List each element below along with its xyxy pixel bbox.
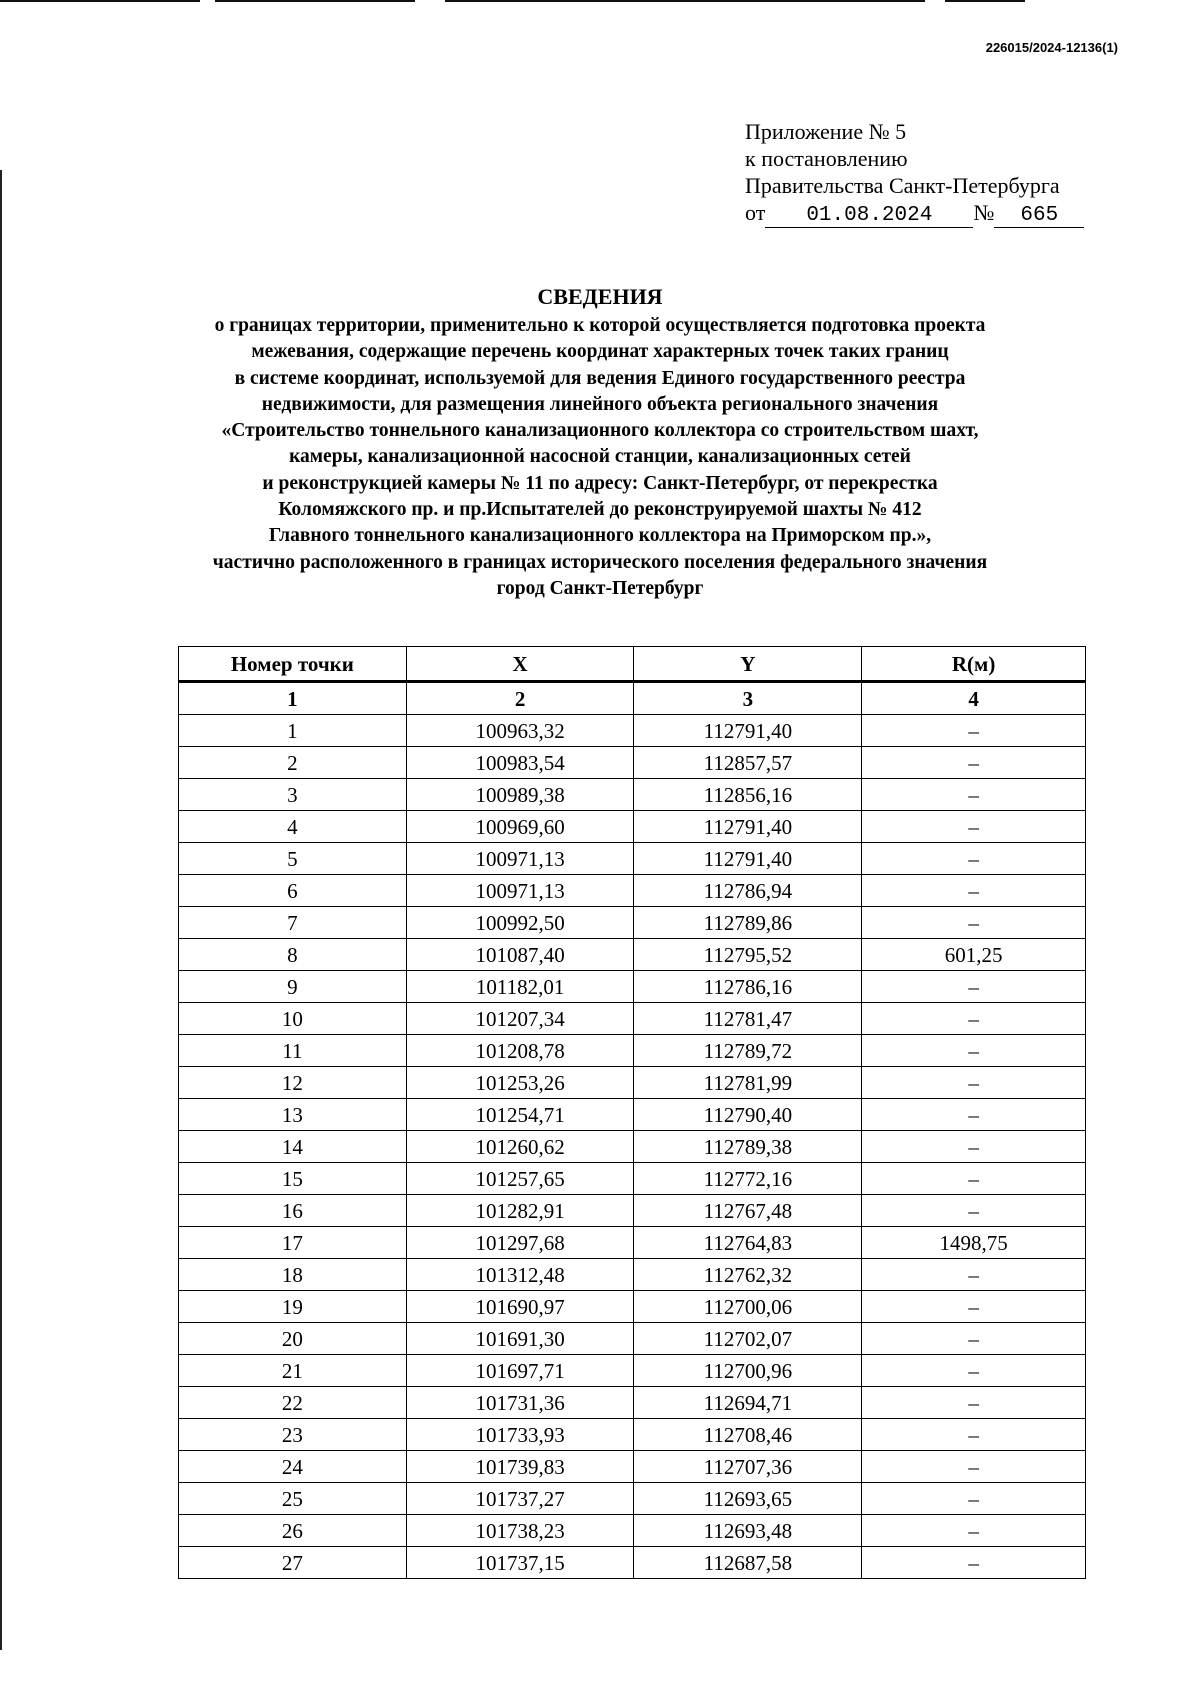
cell-y: 112795,52: [634, 939, 862, 971]
cell-y: 112789,72: [634, 1035, 862, 1067]
cell-x: 101737,15: [406, 1547, 634, 1579]
cell-y: 112700,96: [634, 1355, 862, 1387]
cell-x: 101691,30: [406, 1323, 634, 1355]
cell-x: 101260,62: [406, 1131, 634, 1163]
cell-y: 112693,65: [634, 1483, 862, 1515]
cell-point-number: 2: [179, 747, 407, 779]
cell-y: 112791,40: [634, 811, 862, 843]
table-row: [179, 1387, 1086, 1419]
table-row: [179, 971, 1086, 1003]
cell-y: 112781,47: [634, 1003, 862, 1035]
subtitle-line: в системе координат, используемой для ведения Единого государственного реестра: [234, 367, 966, 389]
cell-x: 101297,68: [406, 1227, 634, 1259]
cell-point-number: 26: [179, 1515, 407, 1547]
table-row: [179, 1003, 1086, 1035]
cell-x: 101087,40: [406, 939, 634, 971]
scan-edge-left: [0, 170, 2, 1650]
subtitle-line: недвижимости, для размещения линейного объекта регионального значения: [261, 393, 939, 415]
cell-y: 112857,57: [634, 747, 862, 779]
cell-point-number: 5: [179, 843, 407, 875]
scan-edge-top-2: [215, 0, 415, 2]
cell-y: 112700,06: [634, 1291, 862, 1323]
cell-y: 112790,40: [634, 1099, 862, 1131]
cell-x: 101207,34: [406, 1003, 634, 1035]
appendix-block: [745, 118, 1084, 228]
document-subtitle: [130, 313, 1070, 602]
cell-y: 112767,48: [634, 1195, 862, 1227]
cell-x: 101737,27: [406, 1483, 634, 1515]
cell-radius: –: [862, 843, 1086, 875]
table-row: [179, 1195, 1086, 1227]
cell-radius: –: [862, 875, 1086, 907]
cell-y: 112708,46: [634, 1419, 862, 1451]
table-row: [179, 1419, 1086, 1451]
table-row: [179, 907, 1086, 939]
cell-x: 101738,23: [406, 1515, 634, 1547]
scan-edge-top-4: [945, 0, 1025, 2]
scan-edge-top-1: [0, 0, 200, 2]
cell-radius: –: [862, 1163, 1086, 1195]
column-number: 4: [862, 682, 1086, 715]
from-label: от: [745, 200, 766, 225]
cell-x: 100971,13: [406, 843, 634, 875]
cell-point-number: 3: [179, 779, 407, 811]
table-row: [179, 1323, 1086, 1355]
cell-x: 100971,13: [406, 875, 634, 907]
subtitle-line: о границах территории, применительно к которой осуществляется подготовка проекта: [214, 315, 986, 336]
table-row: [179, 1483, 1086, 1515]
cell-point-number: 1: [179, 715, 407, 747]
number-label: №: [973, 200, 995, 225]
cell-radius: 601,25: [862, 939, 1086, 971]
cell-point-number: 7: [179, 907, 407, 939]
cell-y: 112702,07: [634, 1323, 862, 1355]
cell-point-number: 20: [179, 1323, 407, 1355]
cell-x: 101182,01: [406, 971, 634, 1003]
table-row: [179, 1035, 1086, 1067]
cell-radius: –: [862, 1547, 1086, 1579]
cell-y: 112781,99: [634, 1067, 862, 1099]
table-row: [179, 1451, 1086, 1483]
cell-x: 101690,97: [406, 1291, 634, 1323]
table-row: [179, 811, 1086, 843]
subtitle-line: и реконструкцией камеры № 11 по адресу: Санкт-Петербург, от перекрестка: [262, 472, 938, 494]
cell-y: 112786,94: [634, 875, 862, 907]
coordinates-table: [178, 646, 1086, 1579]
cell-point-number: 15: [179, 1163, 407, 1195]
cell-y: 112791,40: [634, 715, 862, 747]
cell-radius: –: [862, 715, 1086, 747]
cell-radius: –: [862, 1131, 1086, 1163]
cell-radius: –: [862, 811, 1086, 843]
cell-point-number: 13: [179, 1099, 407, 1131]
cell-x: 101697,71: [406, 1355, 634, 1387]
scan-edge-top-3: [445, 0, 925, 2]
appendix-line-2: к постановлению: [745, 146, 908, 171]
cell-point-number: 24: [179, 1451, 407, 1483]
subtitle-line: межевания, содержащие перечень координат характерных точек таких границ: [251, 341, 949, 363]
cell-radius: –: [862, 1451, 1086, 1483]
table-row: [179, 1227, 1086, 1259]
cell-x: 100989,38: [406, 779, 634, 811]
cell-x: 100963,32: [406, 715, 634, 747]
table-row: [179, 1067, 1086, 1099]
table-row: [179, 747, 1086, 779]
cell-x: 100992,50: [406, 907, 634, 939]
cell-point-number: 19: [179, 1291, 407, 1323]
cell-point-number: 25: [179, 1483, 407, 1515]
cell-y: 112791,40: [634, 843, 862, 875]
cell-x: 100983,54: [406, 747, 634, 779]
cell-radius: –: [862, 747, 1086, 779]
cell-x: 101739,83: [406, 1451, 634, 1483]
cell-radius: –: [862, 1483, 1086, 1515]
table-row: [179, 1163, 1086, 1195]
document-title: СВЕДЕНИЯ: [537, 284, 663, 309]
cell-x: 100969,60: [406, 811, 634, 843]
cell-point-number: 14: [179, 1131, 407, 1163]
column-number: 2: [406, 682, 634, 715]
cell-x: 101733,93: [406, 1419, 634, 1451]
cell-y: 112693,48: [634, 1515, 862, 1547]
cell-y: 112687,58: [634, 1547, 862, 1579]
subtitle-line: город Санкт-Петербург: [496, 577, 704, 599]
document-id: 226015/2024-12136(1): [985, 40, 1118, 55]
cell-radius: 1498,75: [862, 1227, 1086, 1259]
cell-point-number: 21: [179, 1355, 407, 1387]
cell-point-number: 23: [179, 1419, 407, 1451]
column-number-row: [179, 682, 1086, 715]
cell-y: 112762,32: [634, 1259, 862, 1291]
cell-radius: –: [862, 1195, 1086, 1227]
table-row: [179, 1259, 1086, 1291]
cell-x: 101253,26: [406, 1067, 634, 1099]
cell-point-number: 12: [179, 1067, 407, 1099]
table-row: [179, 1547, 1086, 1579]
cell-radius: –: [862, 779, 1086, 811]
cell-point-number: 6: [179, 875, 407, 907]
header-y: Y: [634, 647, 862, 682]
cell-radius: –: [862, 971, 1086, 1003]
cell-y: 112789,38: [634, 1131, 862, 1163]
header-radius: R(м): [862, 647, 1086, 682]
cell-y: 112786,16: [634, 971, 862, 1003]
cell-radius: –: [862, 1387, 1086, 1419]
table-row: [179, 843, 1086, 875]
table-row: [179, 1355, 1086, 1387]
cell-point-number: 17: [179, 1227, 407, 1259]
cell-x: 101254,71: [406, 1099, 634, 1131]
cell-radius: –: [862, 907, 1086, 939]
cell-radius: –: [862, 1419, 1086, 1451]
cell-y: 112789,86: [634, 907, 862, 939]
appendix-line-3: Правительства Санкт-Петербурга: [745, 173, 1060, 198]
cell-point-number: 9: [179, 971, 407, 1003]
cell-radius: –: [862, 1291, 1086, 1323]
subtitle-line: частично расположенного в границах исторического поселения федерального значения: [212, 551, 988, 573]
cell-point-number: 22: [179, 1387, 407, 1419]
cell-x: 101282,91: [406, 1195, 634, 1227]
subtitle-line: Коломяжского пр. и пр.Испытателей до реконструируемой шахты № 412: [278, 499, 922, 521]
cell-y: 112707,36: [634, 1451, 862, 1483]
header-x: X: [406, 647, 634, 682]
cell-x: 101731,36: [406, 1387, 634, 1419]
cell-y: 112764,83: [634, 1227, 862, 1259]
appendix-date-line: [745, 199, 1084, 228]
resolution-number: 665: [994, 205, 1084, 228]
subtitle-line: Главного тоннельного канализационного коллектора на Приморском пр.»,: [268, 525, 932, 547]
table-row: [179, 1131, 1086, 1163]
table-row: [179, 1291, 1086, 1323]
cell-x: 101257,65: [406, 1163, 634, 1195]
table-row: [179, 1515, 1086, 1547]
cell-x: 101208,78: [406, 1035, 634, 1067]
cell-point-number: 11: [179, 1035, 407, 1067]
table-row: [179, 875, 1086, 907]
cell-radius: –: [862, 1355, 1086, 1387]
table-row: [179, 939, 1086, 971]
cell-radius: –: [862, 1323, 1086, 1355]
cell-point-number: 16: [179, 1195, 407, 1227]
cell-y: 112856,16: [634, 779, 862, 811]
table-row: [179, 1099, 1086, 1131]
column-number: 3: [634, 682, 862, 715]
cell-radius: –: [862, 1099, 1086, 1131]
cell-radius: –: [862, 1035, 1086, 1067]
cell-radius: –: [862, 1259, 1086, 1291]
column-number: 1: [179, 682, 407, 715]
appendix-line-1: Приложение № 5: [745, 119, 907, 144]
cell-radius: –: [862, 1067, 1086, 1099]
cell-radius: –: [862, 1515, 1086, 1547]
cell-point-number: 18: [179, 1259, 407, 1291]
cell-y: 112694,71: [634, 1387, 862, 1419]
cell-point-number: 8: [179, 939, 407, 971]
table-row: [179, 715, 1086, 747]
table-header-row: [179, 647, 1086, 682]
header-point-number: Номер точки: [179, 647, 407, 682]
cell-x: 101312,48: [406, 1259, 634, 1291]
resolution-date: 01.08.2024: [765, 205, 973, 228]
subtitle-line: камеры, канализационной насосной станции, канализационных сетей: [289, 446, 911, 468]
subtitle-line: «Строительство тоннельного канализационного коллектора со строительством шахт,: [221, 420, 979, 442]
table-row: [179, 779, 1086, 811]
cell-point-number: 27: [179, 1547, 407, 1579]
cell-radius: –: [862, 1003, 1086, 1035]
cell-point-number: 4: [179, 811, 407, 843]
cell-point-number: 10: [179, 1003, 407, 1035]
cell-y: 112772,16: [634, 1163, 862, 1195]
